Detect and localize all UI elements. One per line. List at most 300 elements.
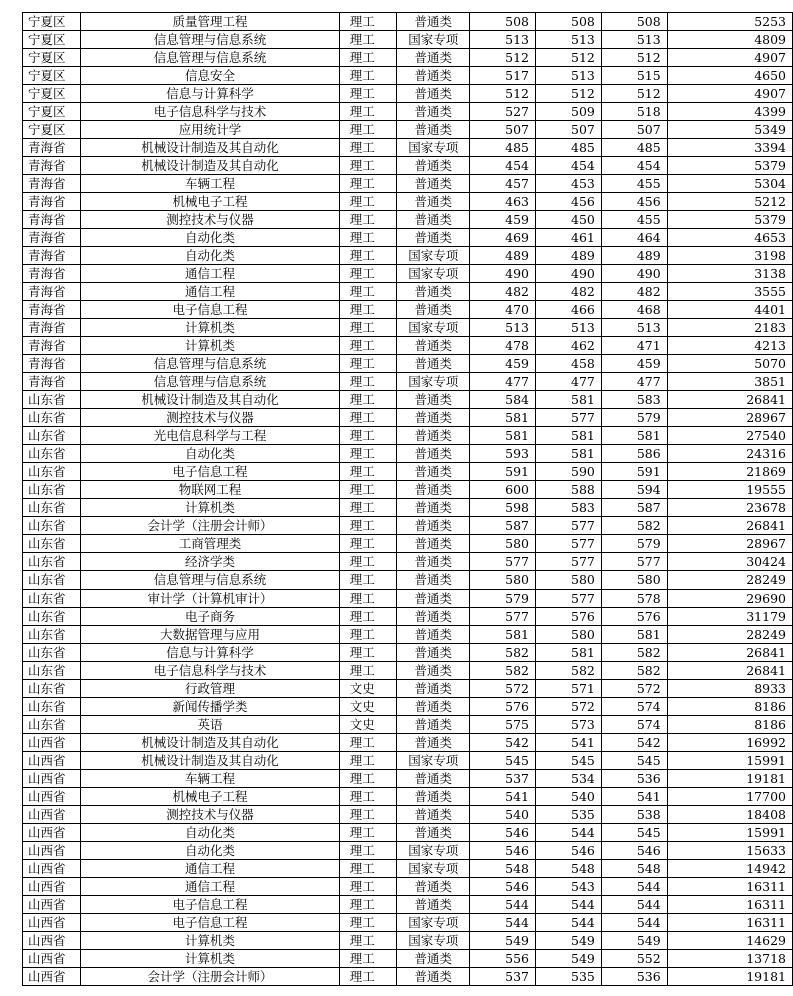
min-score-cell: 549 — [536, 931, 602, 949]
province-cell: 宁夏区 — [23, 49, 81, 67]
province-cell: 山西省 — [23, 769, 81, 787]
province-cell: 青海省 — [23, 157, 81, 175]
major-cell: 机械设计制造及其自动化 — [81, 733, 340, 751]
major-cell: 机械设计制造及其自动化 — [81, 751, 340, 769]
major-cell: 会计学（注册会计师） — [81, 967, 340, 985]
major-cell: 通信工程 — [81, 877, 340, 895]
category-cell: 普通类 — [397, 283, 470, 301]
category-cell: 普通类 — [397, 85, 470, 103]
subject-cell: 理工 — [339, 463, 397, 481]
min-score-cell: 581 — [536, 391, 602, 409]
province-cell: 山东省 — [23, 679, 81, 697]
table-row — [23, 607, 793, 625]
subject-cell: 理工 — [339, 391, 397, 409]
table-row — [23, 463, 793, 481]
max-score-cell: 591 — [470, 463, 536, 481]
subject-cell: 文史 — [339, 715, 397, 733]
min-score-cell: 588 — [536, 481, 602, 499]
max-score-cell: 556 — [470, 949, 536, 967]
major-cell: 信息管理与信息系统 — [81, 355, 340, 373]
avg-score-cell: 512 — [601, 85, 667, 103]
subject-cell: 理工 — [339, 859, 397, 877]
major-cell: 测控技术与仪器 — [81, 211, 340, 229]
province-cell: 山西省 — [23, 751, 81, 769]
province-cell: 山西省 — [23, 805, 81, 823]
table-row — [23, 823, 793, 841]
subject-cell: 理工 — [339, 499, 397, 517]
min-score-cell: 576 — [536, 607, 602, 625]
max-score-cell: 512 — [470, 85, 536, 103]
min-score-cell: 581 — [536, 643, 602, 661]
avg-score-cell: 552 — [601, 949, 667, 967]
max-score-cell: 459 — [470, 211, 536, 229]
avg-score-cell: 513 — [601, 31, 667, 49]
max-score-cell: 546 — [470, 841, 536, 859]
category-cell: 普通类 — [397, 121, 470, 139]
rank-cell: 26841 — [667, 643, 792, 661]
rank-cell: 5304 — [667, 175, 792, 193]
table-row — [23, 697, 793, 715]
min-score-cell: 513 — [536, 67, 602, 85]
avg-score-cell: 572 — [601, 679, 667, 697]
table-row — [23, 787, 793, 805]
table-row — [23, 895, 793, 913]
subject-cell: 理工 — [339, 427, 397, 445]
category-cell: 国家专项 — [397, 751, 470, 769]
rank-cell: 5253 — [667, 13, 792, 31]
table-row — [23, 499, 793, 517]
min-score-cell: 512 — [536, 85, 602, 103]
province-cell: 青海省 — [23, 139, 81, 157]
avg-score-cell: 548 — [601, 859, 667, 877]
max-score-cell: 598 — [470, 499, 536, 517]
province-cell: 宁夏区 — [23, 103, 81, 121]
major-cell: 机械电子工程 — [81, 787, 340, 805]
rank-cell: 29690 — [667, 589, 792, 607]
avg-score-cell: 587 — [601, 499, 667, 517]
category-cell: 普通类 — [397, 805, 470, 823]
subject-cell: 理工 — [339, 355, 397, 373]
major-cell: 经济学类 — [81, 553, 340, 571]
table-row — [23, 391, 793, 409]
major-cell: 行政管理 — [81, 679, 340, 697]
table-row — [23, 229, 793, 247]
major-cell: 电子商务 — [81, 607, 340, 625]
min-score-cell: 581 — [536, 427, 602, 445]
subject-cell: 理工 — [339, 841, 397, 859]
category-cell: 普通类 — [397, 409, 470, 427]
rank-cell: 5349 — [667, 121, 792, 139]
major-cell: 电子信息工程 — [81, 463, 340, 481]
subject-cell: 理工 — [339, 265, 397, 283]
table-row — [23, 751, 793, 769]
subject-cell: 理工 — [339, 769, 397, 787]
min-score-cell: 571 — [536, 679, 602, 697]
category-cell: 普通类 — [397, 193, 470, 211]
max-score-cell: 577 — [470, 607, 536, 625]
category-cell: 普通类 — [397, 337, 470, 355]
province-cell: 青海省 — [23, 283, 81, 301]
table-row — [23, 175, 793, 193]
category-cell: 普通类 — [397, 607, 470, 625]
avg-score-cell: 477 — [601, 373, 667, 391]
avg-score-cell: 580 — [601, 571, 667, 589]
table-row — [23, 481, 793, 499]
max-score-cell: 485 — [470, 139, 536, 157]
province-cell: 宁夏区 — [23, 85, 81, 103]
max-score-cell: 459 — [470, 355, 536, 373]
max-score-cell: 572 — [470, 679, 536, 697]
province-cell: 山东省 — [23, 589, 81, 607]
max-score-cell: 537 — [470, 967, 536, 985]
subject-cell: 文史 — [339, 697, 397, 715]
category-cell: 普通类 — [397, 427, 470, 445]
table-row — [23, 571, 793, 589]
province-cell: 山西省 — [23, 949, 81, 967]
subject-cell: 理工 — [339, 193, 397, 211]
avg-score-cell: 544 — [601, 913, 667, 931]
table-row — [23, 661, 793, 679]
rank-cell: 16311 — [667, 877, 792, 895]
major-cell: 通信工程 — [81, 283, 340, 301]
table-row — [23, 85, 793, 103]
min-score-cell: 512 — [536, 49, 602, 67]
min-score-cell: 541 — [536, 733, 602, 751]
table-row — [23, 805, 793, 823]
rank-cell: 3851 — [667, 373, 792, 391]
avg-score-cell: 546 — [601, 841, 667, 859]
category-cell: 普通类 — [397, 13, 470, 31]
rank-cell: 27540 — [667, 427, 792, 445]
major-cell: 自动化类 — [81, 823, 340, 841]
max-score-cell: 576 — [470, 697, 536, 715]
max-score-cell: 517 — [470, 67, 536, 85]
max-score-cell: 581 — [470, 409, 536, 427]
table-row — [23, 535, 793, 553]
province-cell: 青海省 — [23, 265, 81, 283]
major-cell: 机械设计制造及其自动化 — [81, 391, 340, 409]
subject-cell: 理工 — [339, 49, 397, 67]
max-score-cell: 477 — [470, 373, 536, 391]
table-row — [23, 301, 793, 319]
major-cell: 光电信息科学与工程 — [81, 427, 340, 445]
subject-cell: 理工 — [339, 157, 397, 175]
max-score-cell: 490 — [470, 265, 536, 283]
major-cell: 计算机类 — [81, 931, 340, 949]
category-cell: 普通类 — [397, 967, 470, 985]
min-score-cell: 461 — [536, 229, 602, 247]
min-score-cell: 577 — [536, 589, 602, 607]
subject-cell: 理工 — [339, 805, 397, 823]
min-score-cell: 544 — [536, 895, 602, 913]
rank-cell: 13718 — [667, 949, 792, 967]
category-cell: 普通类 — [397, 391, 470, 409]
category-cell: 国家专项 — [397, 931, 470, 949]
table-row — [23, 877, 793, 895]
province-cell: 青海省 — [23, 193, 81, 211]
major-cell: 计算机类 — [81, 337, 340, 355]
subject-cell: 理工 — [339, 607, 397, 625]
major-cell: 车辆工程 — [81, 769, 340, 787]
max-score-cell: 470 — [470, 301, 536, 319]
max-score-cell: 587 — [470, 517, 536, 535]
avg-score-cell: 515 — [601, 67, 667, 85]
avg-score-cell: 541 — [601, 787, 667, 805]
major-cell: 测控技术与仪器 — [81, 409, 340, 427]
category-cell: 普通类 — [397, 553, 470, 571]
min-score-cell: 577 — [536, 409, 602, 427]
table-row — [23, 427, 793, 445]
avg-score-cell: 455 — [601, 211, 667, 229]
province-cell: 山东省 — [23, 643, 81, 661]
table-row — [23, 445, 793, 463]
admission-scores-table — [22, 12, 793, 986]
max-score-cell: 537 — [470, 769, 536, 787]
min-score-cell: 549 — [536, 949, 602, 967]
table-row — [23, 859, 793, 877]
max-score-cell: 542 — [470, 733, 536, 751]
min-score-cell: 485 — [536, 139, 602, 157]
category-cell: 普通类 — [397, 949, 470, 967]
subject-cell: 理工 — [339, 589, 397, 607]
table-row — [23, 67, 793, 85]
min-score-cell: 572 — [536, 697, 602, 715]
category-cell: 普通类 — [397, 787, 470, 805]
province-cell: 山东省 — [23, 661, 81, 679]
major-cell: 计算机类 — [81, 499, 340, 517]
min-score-cell: 477 — [536, 373, 602, 391]
avg-score-cell: 464 — [601, 229, 667, 247]
rank-cell: 3138 — [667, 265, 792, 283]
province-cell: 山西省 — [23, 841, 81, 859]
rank-cell: 4650 — [667, 67, 792, 85]
table-row — [23, 841, 793, 859]
max-score-cell: 546 — [470, 823, 536, 841]
province-cell: 山西省 — [23, 859, 81, 877]
category-cell: 普通类 — [397, 697, 470, 715]
major-cell: 会计学（注册会计师） — [81, 517, 340, 535]
major-cell: 自动化类 — [81, 841, 340, 859]
min-score-cell: 454 — [536, 157, 602, 175]
avg-score-cell: 581 — [601, 625, 667, 643]
table-row — [23, 517, 793, 535]
rank-cell: 15991 — [667, 823, 792, 841]
rank-cell: 28249 — [667, 571, 792, 589]
major-cell: 通信工程 — [81, 265, 340, 283]
table-row — [23, 589, 793, 607]
avg-score-cell: 471 — [601, 337, 667, 355]
major-cell: 电子信息工程 — [81, 301, 340, 319]
min-score-cell: 508 — [536, 13, 602, 31]
province-cell: 宁夏区 — [23, 121, 81, 139]
category-cell: 普通类 — [397, 589, 470, 607]
rank-cell: 14942 — [667, 859, 792, 877]
table-row — [23, 31, 793, 49]
major-cell: 通信工程 — [81, 859, 340, 877]
table-row — [23, 355, 793, 373]
table-row — [23, 715, 793, 733]
max-score-cell: 580 — [470, 535, 536, 553]
province-cell: 青海省 — [23, 175, 81, 193]
major-cell: 英语 — [81, 715, 340, 733]
rank-cell: 3555 — [667, 283, 792, 301]
min-score-cell: 489 — [536, 247, 602, 265]
avg-score-cell: 582 — [601, 661, 667, 679]
major-cell: 信息与计算科学 — [81, 85, 340, 103]
min-score-cell: 546 — [536, 841, 602, 859]
major-cell: 机械设计制造及其自动化 — [81, 157, 340, 175]
max-score-cell: 575 — [470, 715, 536, 733]
rank-cell: 4907 — [667, 49, 792, 67]
rank-cell: 14629 — [667, 931, 792, 949]
category-cell: 普通类 — [397, 67, 470, 85]
table-row — [23, 553, 793, 571]
province-cell: 山西省 — [23, 787, 81, 805]
table-row — [23, 967, 793, 985]
major-cell: 应用统计学 — [81, 121, 340, 139]
max-score-cell: 454 — [470, 157, 536, 175]
category-cell: 普通类 — [397, 229, 470, 247]
max-score-cell: 513 — [470, 319, 536, 337]
rank-cell: 8186 — [667, 715, 792, 733]
rank-cell: 5379 — [667, 211, 792, 229]
table-row — [23, 121, 793, 139]
rank-cell: 18408 — [667, 805, 792, 823]
min-score-cell: 456 — [536, 193, 602, 211]
max-score-cell: 545 — [470, 751, 536, 769]
table-row — [23, 337, 793, 355]
avg-score-cell: 513 — [601, 319, 667, 337]
table-row — [23, 265, 793, 283]
avg-score-cell: 579 — [601, 409, 667, 427]
min-score-cell: 466 — [536, 301, 602, 319]
avg-score-cell: 542 — [601, 733, 667, 751]
table-row — [23, 625, 793, 643]
max-score-cell: 512 — [470, 49, 536, 67]
major-cell: 电子信息科学与技术 — [81, 103, 340, 121]
min-score-cell: 490 — [536, 265, 602, 283]
province-cell: 宁夏区 — [23, 31, 81, 49]
subject-cell: 理工 — [339, 67, 397, 85]
rank-cell: 5070 — [667, 355, 792, 373]
category-cell: 普通类 — [397, 877, 470, 895]
rank-cell: 4653 — [667, 229, 792, 247]
max-score-cell: 581 — [470, 625, 536, 643]
subject-cell: 理工 — [339, 13, 397, 31]
category-cell: 国家专项 — [397, 913, 470, 931]
category-cell: 国家专项 — [397, 265, 470, 283]
category-cell: 普通类 — [397, 499, 470, 517]
subject-cell: 理工 — [339, 373, 397, 391]
subject-cell: 理工 — [339, 175, 397, 193]
max-score-cell: 584 — [470, 391, 536, 409]
major-cell: 计算机类 — [81, 319, 340, 337]
min-score-cell: 590 — [536, 463, 602, 481]
max-score-cell: 540 — [470, 805, 536, 823]
province-cell: 青海省 — [23, 319, 81, 337]
subject-cell: 理工 — [339, 247, 397, 265]
min-score-cell: 450 — [536, 211, 602, 229]
category-cell: 普通类 — [397, 175, 470, 193]
rank-cell: 21869 — [667, 463, 792, 481]
province-cell: 山东省 — [23, 499, 81, 517]
major-cell: 工商管理类 — [81, 535, 340, 553]
major-cell: 审计学（计算机审计） — [81, 589, 340, 607]
min-score-cell: 535 — [536, 805, 602, 823]
table-row — [23, 679, 793, 697]
province-cell: 山西省 — [23, 931, 81, 949]
avg-score-cell: 536 — [601, 769, 667, 787]
subject-cell: 理工 — [339, 661, 397, 679]
rank-cell: 28249 — [667, 625, 792, 643]
major-cell: 大数据管理与应用 — [81, 625, 340, 643]
min-score-cell: 462 — [536, 337, 602, 355]
category-cell: 普通类 — [397, 571, 470, 589]
rank-cell: 8933 — [667, 679, 792, 697]
province-cell: 青海省 — [23, 373, 81, 391]
table-row — [23, 283, 793, 301]
max-score-cell: 546 — [470, 877, 536, 895]
rank-cell: 28967 — [667, 409, 792, 427]
province-cell: 青海省 — [23, 355, 81, 373]
subject-cell: 理工 — [339, 517, 397, 535]
subject-cell: 理工 — [339, 301, 397, 319]
major-cell: 机械电子工程 — [81, 193, 340, 211]
category-cell: 国家专项 — [397, 319, 470, 337]
subject-cell: 理工 — [339, 121, 397, 139]
min-score-cell: 545 — [536, 751, 602, 769]
major-cell: 信息管理与信息系统 — [81, 49, 340, 67]
province-cell: 山东省 — [23, 463, 81, 481]
category-cell: 普通类 — [397, 481, 470, 499]
max-score-cell: 582 — [470, 661, 536, 679]
avg-score-cell: 482 — [601, 283, 667, 301]
avg-score-cell: 536 — [601, 967, 667, 985]
province-cell: 山西省 — [23, 967, 81, 985]
table-row — [23, 49, 793, 67]
major-cell: 机械设计制造及其自动化 — [81, 139, 340, 157]
category-cell: 普通类 — [397, 895, 470, 913]
table-row — [23, 319, 793, 337]
rank-cell: 8186 — [667, 697, 792, 715]
major-cell: 测控技术与仪器 — [81, 805, 340, 823]
major-cell: 自动化类 — [81, 445, 340, 463]
category-cell: 普通类 — [397, 679, 470, 697]
subject-cell: 理工 — [339, 337, 397, 355]
province-cell: 山东省 — [23, 535, 81, 553]
rank-cell: 15991 — [667, 751, 792, 769]
rank-cell: 3394 — [667, 139, 792, 157]
avg-score-cell: 545 — [601, 751, 667, 769]
avg-score-cell: 544 — [601, 877, 667, 895]
province-cell: 山西省 — [23, 823, 81, 841]
max-score-cell: 544 — [470, 913, 536, 931]
min-score-cell: 534 — [536, 769, 602, 787]
max-score-cell: 548 — [470, 859, 536, 877]
subject-cell: 理工 — [339, 625, 397, 643]
province-cell: 青海省 — [23, 301, 81, 319]
avg-score-cell: 545 — [601, 823, 667, 841]
min-score-cell: 544 — [536, 913, 602, 931]
min-score-cell: 577 — [536, 517, 602, 535]
major-cell: 信息管理与信息系统 — [81, 373, 340, 391]
avg-score-cell: 512 — [601, 49, 667, 67]
avg-score-cell: 544 — [601, 895, 667, 913]
category-cell: 国家专项 — [397, 247, 470, 265]
rank-cell: 5379 — [667, 157, 792, 175]
rank-cell: 4809 — [667, 31, 792, 49]
category-cell: 普通类 — [397, 103, 470, 121]
